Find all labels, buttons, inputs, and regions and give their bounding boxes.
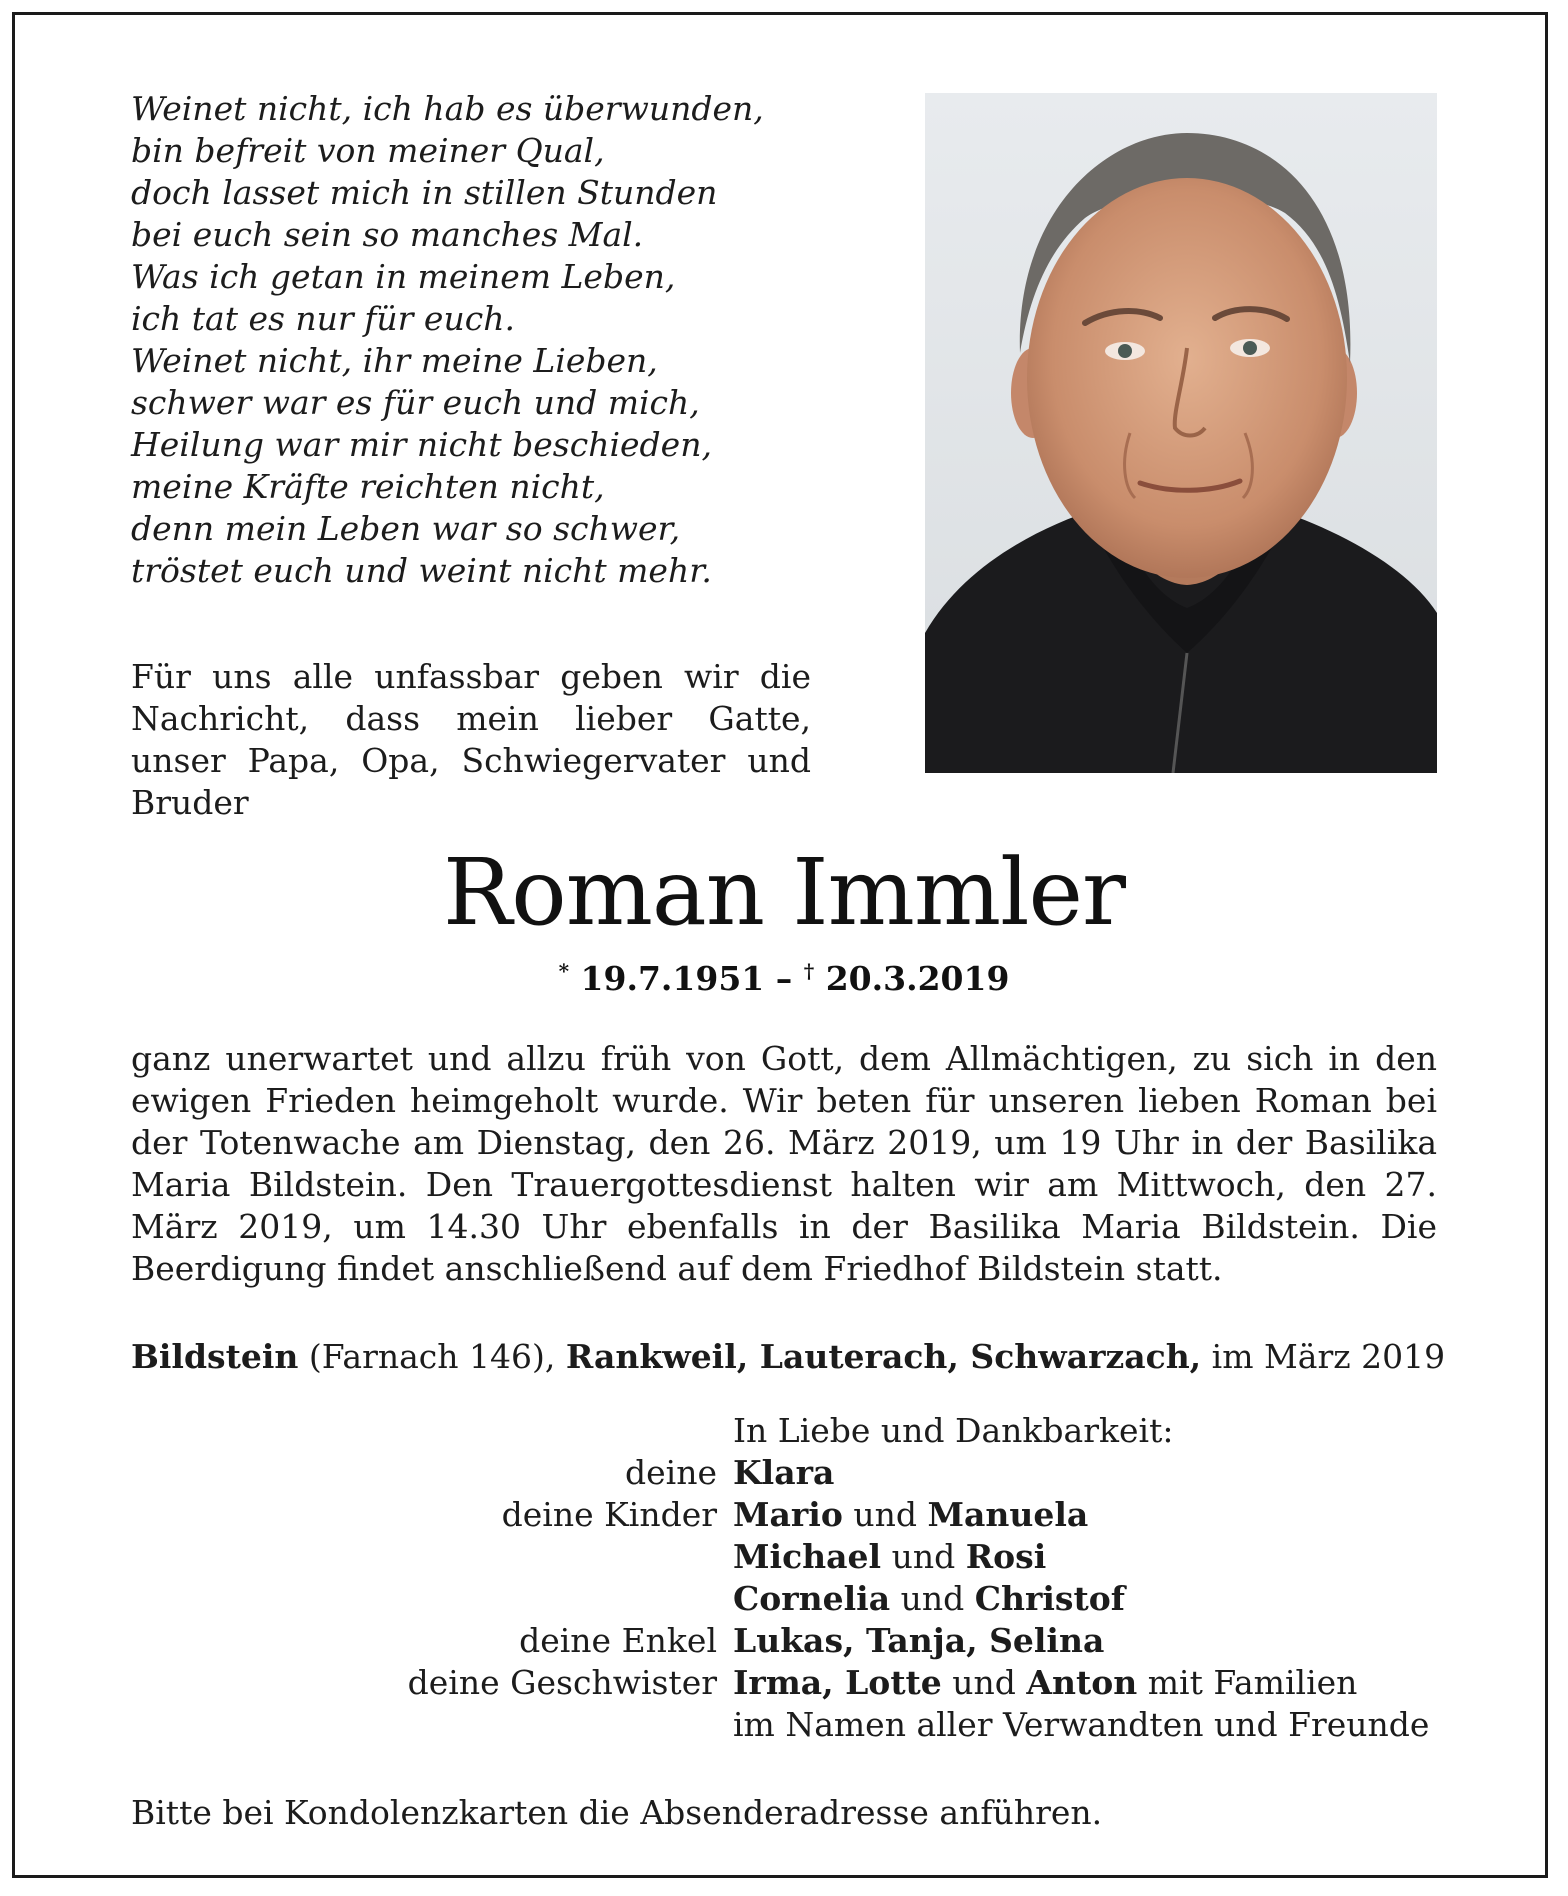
poem-line: Heilung war mir nicht beschieden, bbox=[131, 425, 712, 464]
family-name: Klara bbox=[733, 1453, 835, 1492]
death-date: 20.3.2019 bbox=[825, 959, 1010, 998]
family-name: Michael bbox=[733, 1537, 882, 1576]
poem-line: ich tat es nur für euch. bbox=[131, 299, 515, 338]
birth-symbol: * bbox=[558, 959, 570, 983]
family-name: Anton bbox=[1026, 1663, 1138, 1702]
family-name: Rosi bbox=[965, 1537, 1047, 1576]
family-label: deine Kinder bbox=[501, 1495, 717, 1534]
death-symbol: † bbox=[803, 959, 815, 983]
portrait-photo bbox=[925, 93, 1437, 773]
place-date: im März 2019 bbox=[1201, 1337, 1446, 1376]
family-name: Lukas, Tanja, Selina bbox=[733, 1621, 1105, 1660]
family-name: Christof bbox=[974, 1579, 1125, 1618]
place-bildstein: Bildstein bbox=[131, 1337, 299, 1376]
family-relatives-text: im Namen aller Verwandten und Freunde bbox=[733, 1705, 1430, 1744]
family-label: deine bbox=[625, 1453, 717, 1492]
family-connector: und bbox=[842, 1495, 928, 1534]
family-label: deine Enkel bbox=[519, 1621, 717, 1660]
poem-line: tröstet euch und weint nicht mehr. bbox=[131, 551, 712, 590]
places-line bbox=[131, 1336, 1446, 1378]
family-connector: und bbox=[941, 1663, 1027, 1702]
family-label: deine Geschwister bbox=[407, 1663, 717, 1702]
family-connector: und bbox=[890, 1579, 975, 1618]
poem-line: schwer war es für euch und mich, bbox=[131, 383, 700, 422]
deceased-name: Roman Immler bbox=[443, 839, 1125, 946]
family-names bbox=[733, 1578, 1125, 1620]
family-names bbox=[733, 1452, 834, 1494]
family-names bbox=[733, 1494, 1088, 1536]
funeral-announcement-text: ganz unerwartet und allzu früh von Gott, dem Allmächtigen, zu sich in den ewigen Frieden heimgeholt wurde. Wir beten für unseren lieben Roman bei der Totenwache am Dienstag, den 26. März 2019, um 19 Uhr in der Basilika Maria Bildstein. Den Trauergottesdienst halten wir am Mittwoch, den 27. März 2019, um 14.30 Uhr ebenfalls in der Basilika Maria Bildstein. Die Beerdigung findet anschließend auf dem Friedhof Bildstein statt. bbox=[131, 1039, 1437, 1288]
place-list: Rankweil, Lauterach, Schwarzach, bbox=[565, 1337, 1202, 1376]
family-names bbox=[733, 1620, 1104, 1662]
poem bbox=[131, 88, 771, 592]
intro-text: Für uns alle unfassbar geben wir die Nachricht, dass mein lieber Gatte, unser Papa, Opa, Schwiegervater und Bruder bbox=[131, 657, 811, 822]
address: (Farnach 146), bbox=[298, 1337, 566, 1376]
poem-line: Weinet nicht, ihr meine Lieben, bbox=[131, 341, 658, 380]
thanks-line: In Liebe und Dankbarkeit: bbox=[733, 1411, 1174, 1450]
family-names bbox=[733, 1662, 1357, 1704]
family-connector: und bbox=[881, 1537, 966, 1576]
poem-line: bei euch sein so manches Mal. bbox=[131, 215, 644, 254]
poem-line: Was ich getan in meinem Leben, bbox=[131, 257, 676, 296]
birth-date: 19.7.1951 bbox=[580, 959, 765, 998]
family-name: Mario bbox=[733, 1495, 843, 1534]
poem-line: Weinet nicht, ich hab es überwunden, bbox=[131, 89, 764, 128]
footer-note: Bitte bei Kondolenzkarten die Absenderadresse anführen. bbox=[131, 1793, 1103, 1832]
poem-line: doch lasset mich in stillen Stunden bbox=[131, 173, 718, 212]
poem-line: bin befreit von meiner Qual, bbox=[131, 131, 605, 170]
family-name: Irma, Lotte bbox=[733, 1663, 942, 1702]
family-name: Cornelia bbox=[733, 1579, 891, 1618]
poem-line: denn mein Leben war so schwer, bbox=[131, 509, 681, 548]
family-name: Manuela bbox=[927, 1495, 1089, 1534]
family-names bbox=[733, 1536, 1046, 1578]
life-dates bbox=[0, 958, 1568, 1000]
poem-line: meine Kräfte reichten nicht, bbox=[131, 467, 605, 506]
family-suffix: mit Familien bbox=[1137, 1663, 1358, 1702]
date-separator: – bbox=[764, 959, 804, 998]
